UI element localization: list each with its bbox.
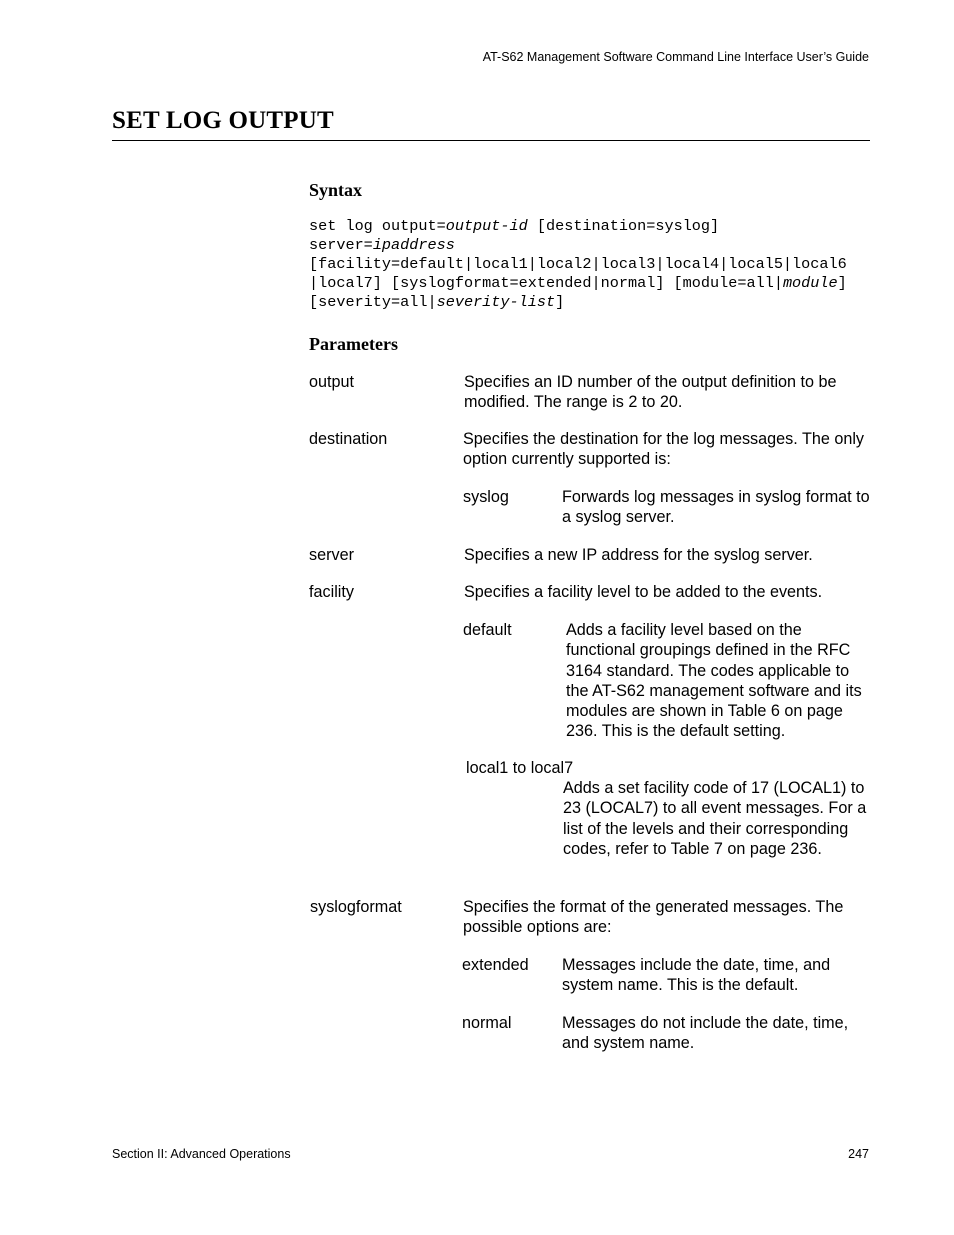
param-destination-name: destination	[309, 430, 388, 448]
option-local-desc: Adds a set facility code of 17 (LOCAL1) to 23 (LOCAL7) to all event messages. For a list of the levels and their corresponding codes, refer to Table 7 on page 236.	[563, 779, 867, 858]
syntax-variable: module	[782, 274, 838, 292]
param-output-name: output	[309, 373, 355, 391]
param-syslogformat-desc: Specifies the format of the generated messages. The possible options are:	[463, 898, 844, 937]
param-facility-name: facility	[309, 583, 354, 601]
option-normal-name: normal	[462, 1014, 512, 1032]
footer-page-number: 247	[848, 1147, 869, 1161]
syntax-heading: Syntax	[309, 180, 363, 200]
syntax-line-5	[309, 293, 847, 312]
page-title: SET LOG OUTPUT	[112, 107, 334, 134]
syntax-block	[309, 217, 847, 312]
syntax-variable: ipaddress	[372, 236, 455, 254]
syntax-line-3: [facility=default|local1|local2|local3|local4|local5|local6	[309, 255, 847, 273]
running-header: AT-S62 Management Software Command Line Interface User’s Guide	[482, 50, 869, 64]
option-extended-name: extended	[462, 956, 529, 974]
option-extended-desc: Messages include the date, time, and system name. This is the default.	[562, 956, 831, 995]
syntax-text: set log output=	[309, 217, 446, 235]
param-facility-desc: Specifies a facility level to be added to the events.	[464, 583, 823, 601]
syntax-variable: output-id	[445, 217, 528, 235]
param-output-desc: Specifies an ID number of the output definition to be modified. The range is 2 to 20.	[464, 373, 837, 412]
param-destination-desc: Specifies the destination for the log messages. The only option currently supported is:	[463, 430, 865, 469]
parameters-heading: Parameters	[309, 334, 398, 354]
option-local-name: local1 to local7	[466, 759, 574, 777]
title-rule	[112, 140, 870, 141]
option-normal-desc: Messages do not include the date, time, and system name.	[562, 1014, 849, 1053]
syntax-text: ]	[555, 293, 565, 311]
option-default-name: default	[463, 621, 512, 639]
syntax-text: server=	[309, 236, 373, 254]
syntax-text: [severity=all|	[309, 293, 437, 311]
syntax-line-4	[309, 274, 847, 293]
footer-section: Section II: Advanced Operations	[112, 1147, 291, 1161]
syntax-line-2	[309, 236, 847, 255]
syntax-text: ]	[837, 274, 847, 292]
syntax-variable: severity-list	[436, 293, 556, 311]
option-syslog-name: syslog	[463, 488, 509, 506]
option-syslog-desc: Forwards log messages in syslog format to a syslog server.	[562, 488, 870, 527]
syntax-line-1	[309, 217, 847, 236]
param-server-name: server	[309, 546, 354, 564]
option-default-desc: Adds a facility level based on the functional groupings defined in the RFC 3164 standard. The codes applicable to the AT-S62 management software and its modules are shown in Table 6 on page 236. This is the default setting.	[566, 621, 862, 741]
syntax-text: |local7] [syslogformat=extended|normal] [module=all|	[309, 274, 783, 292]
param-server-desc: Specifies a new IP address for the syslog server.	[464, 546, 813, 564]
param-syslogformat-name: syslogformat	[310, 898, 402, 916]
syntax-text: [destination=syslog]	[527, 217, 720, 235]
